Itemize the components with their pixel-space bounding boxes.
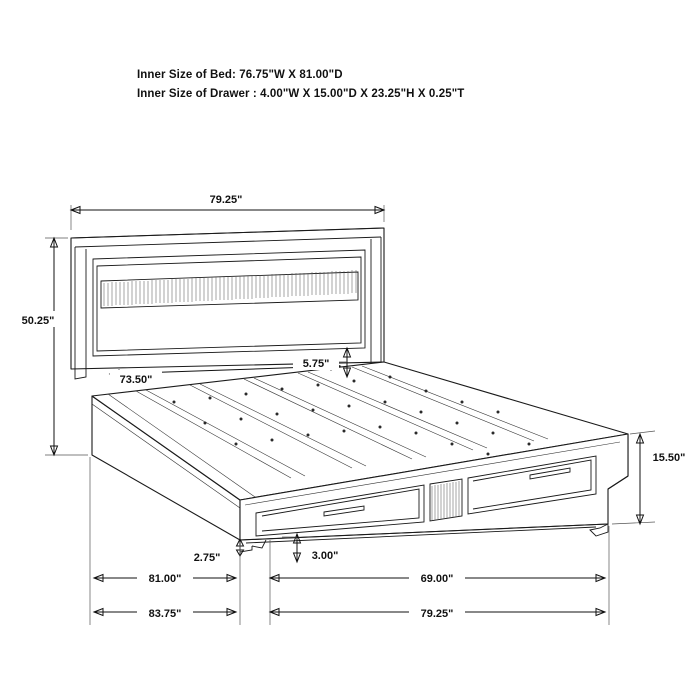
label-side-rail-length: 81.00" bbox=[148, 573, 182, 585]
label-footboard-overall-width: 79.25" bbox=[420, 608, 454, 620]
label-footboard-height: 15.50" bbox=[652, 452, 686, 464]
label-overall-depth: 83.75" bbox=[148, 608, 182, 620]
label-overall-height: 50.25" bbox=[21, 315, 55, 327]
dimension-footboard-overall-width bbox=[270, 586, 609, 625]
label-headboard-panel-width: 73.50" bbox=[119, 374, 153, 386]
dimension-overall-depth bbox=[90, 586, 240, 625]
label-headboard-width: 79.25" bbox=[209, 194, 243, 206]
inner-size-bed-text: Inner Size of Bed: 76.75"W X 81.00"D bbox=[137, 69, 343, 81]
label-panel-offset: 5.75" bbox=[302, 358, 330, 370]
dimension-drawer-base-offset bbox=[182, 539, 244, 564]
inner-size-drawer-text: Inner Size of Drawer : 4.00"W X 15.00"D X 23.25"H X 0.25"T bbox=[137, 88, 465, 100]
label-drawer-base-offset: 2.75" bbox=[193, 552, 221, 564]
label-footboard-inner-width: 69.00" bbox=[420, 573, 454, 585]
dimension-headboard-width bbox=[71, 191, 384, 230]
label-drawer-height: 3.00" bbox=[311, 550, 339, 562]
